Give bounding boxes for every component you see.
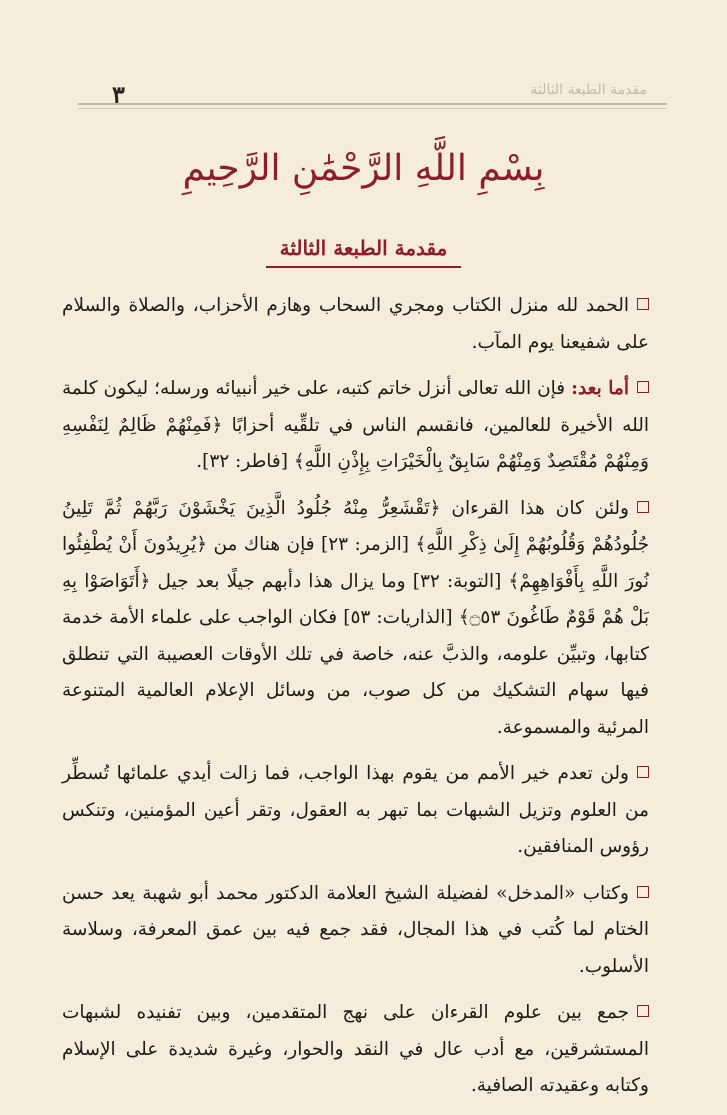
square-bullet-icon — [637, 381, 649, 393]
paragraph — [62, 288, 649, 361]
section-title — [0, 236, 727, 268]
running-head: مقدمة الطبعة الثالثة — [530, 82, 647, 98]
paragraph — [62, 491, 649, 747]
paragraph-text: ولئن كان هذا القرءان ﴿تَقْشَعِرُّ مِنْهُ جُلُودُ الَّذِينَ يَخْشَوْنَ رَبَّهُمْ ثُمَّ تَلِينُ جُلُودُهُمْ وَقُلُوبُهُمْ إِلَىٰ ذِكْرِ اللَّهِ﴾ [الزمر: ٢٣] فإن هناك من ﴿يُرِيدُونَ أَنْ يُطْفِئُوا نُورَ اللَّهِ بِأَفْوَاهِهِمْ﴾ [التوبة: ٣٢] وما يزال هذا دأبهم جيلًا بعد جيل ﴿أَتَوَاصَوْا بِهِ بَلْ هُمْ قَوْمٌ طَاغُونَ ۝٥٣﴾ [الذاريات: ٥٣] فكان الواجب على علماء الأمة خدمة كتابها، وتبيِّن علومه، والذبَّ عنه، خاصة في تلك الأوقات العصيبة التي تنطلق فيها سهام التشكيك من كل صوب، من وسائل الإعلام العالمية المتنوعة المرئية والمسموعة. — [62, 497, 650, 738]
paragraph-lead: أما بعد: — [571, 378, 629, 399]
square-bullet-icon — [637, 1005, 649, 1017]
page-number: ٣ — [112, 80, 125, 109]
section-title-text: مقدمة الطبعة الثالثة — [266, 236, 462, 268]
square-bullet-icon — [637, 886, 649, 898]
paragraph — [62, 756, 649, 866]
square-bullet-icon — [637, 298, 649, 310]
square-bullet-icon — [637, 766, 649, 778]
paragraph-text: فإن الله تعالى أنزل خاتم كتبه، على خير أنبيائه ورسله؛ ليكون كلمة الله الأخيرة للعالمين، فانقسم الناس في تلقِّيه أحزابًا ﴿فَمِنْهُمْ ظَالِمٌ لِنَفْسِهِ وَمِنْهُمْ مُقْتَصِدٌ وَمِنْهُمْ سَابِقٌ بِالْخَيْرَاتِ بِإِذْنِ اللَّهِ﴾ [فاطر: ٣٢]. — [62, 378, 649, 472]
paragraph-text: الحمد لله منزل الكتاب ومجري السحاب وهازم الأحزاب، والصلاة والسلام على شفيعنا يوم المآب. — [62, 295, 649, 353]
paragraph — [62, 371, 649, 481]
paragraph-text: وكتاب «المدخل» لفضيلة الشيخ العلامة الدكتور محمد أبو شهبة يعد حسن الختام لما كُتب في هذا المجال، فقد جمع فيه بين عمق المعرفة، وسلاسة الأسلوب. — [62, 882, 649, 977]
square-bullet-icon — [637, 501, 649, 513]
paragraph — [62, 876, 649, 986]
paragraph-text: ولن تعدم خير الأمم من يقوم بهذا الواجب، فما زالت أيدي علمائها تُسطِّر من العلوم وتزيل الشبهات بما تبهر به العقول، وتقر أعين المؤمنين، وتنكس رؤوس المنافقين. — [62, 763, 649, 857]
paragraph-text: جمع بين علوم القرءان على نهج المتقدمين، وبين تفنيده لشبهات المستشرقين، مع أدب عال في النقد والحوار، وغيرة شديدة على الإسلام وكتابه وعقيدته الصافية. — [62, 1002, 649, 1096]
basmala: بِسْمِ اللَّهِ الرَّحْمَٰنِ الرَّحِيمِ — [182, 148, 545, 189]
header-rule — [78, 103, 667, 109]
paragraph — [62, 995, 649, 1105]
body-text — [62, 288, 649, 1115]
